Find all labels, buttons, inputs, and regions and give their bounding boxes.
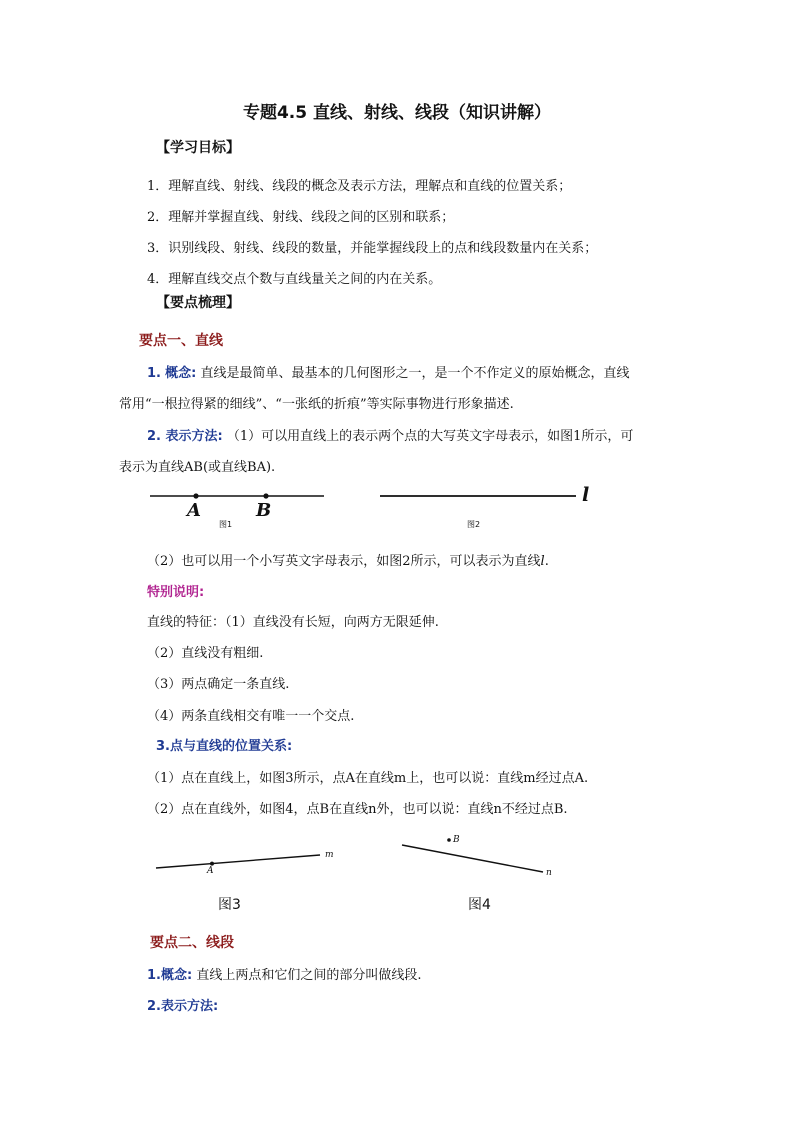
special-note-heading: 特别说明: (147, 585, 205, 600)
point-a-label: A (187, 500, 201, 521)
position-heading: 3.点与直线的位置关系: (156, 739, 293, 754)
notation-line-2 (147, 550, 549, 569)
concept-number: 1. (147, 366, 161, 381)
special-item: （2）直线没有粗细. (147, 646, 264, 661)
figure-1-caption: 图1 (219, 520, 233, 529)
line-l-label: l (582, 484, 590, 506)
notation-label: 2. 表示方法: (147, 429, 223, 444)
position-item: （1）点在直线上，如图3所示，点A在直线m上，也可以说：直线m经过点A. (147, 771, 589, 786)
concept-text-cont: 常用“一根拉得紧的细线”、“一张纸的折痕”等实际事物进行形象描述. (119, 397, 514, 412)
segment-concept-line (147, 964, 421, 983)
notation-text-2: （2）也可以用一个小写英文字母表示，如图2所示，可以表示为直线 (147, 554, 541, 569)
point-b-label: B (256, 500, 272, 521)
section-heading-segment: 要点二、线段 (150, 935, 234, 951)
notation-text: （1）可以用直线上的表示两个点的大写英文字母表示，如图1所示，可 (226, 429, 634, 444)
figure-2-caption: 图2 (467, 520, 481, 529)
objective-item: 1．理解直线、射线、线段的概念及表示方法，理解点和直线的位置关系； (147, 179, 572, 194)
objective-item: 4．理解直线交点个数与直线量关之间的内在关系。 (147, 272, 442, 287)
figure-2-line (378, 486, 578, 506)
figure-1-line (148, 486, 328, 506)
segment-concept-label: 1.概念: (147, 968, 193, 983)
figure-3-caption: 图3 (218, 897, 241, 913)
line-n-label: n (546, 868, 552, 878)
point-a-label-fig3: A (207, 866, 214, 876)
notation-text-cont: 表示为直线AB(或直线BA). (119, 460, 276, 475)
segment-concept-text: 直线上两点和它们之间的部分叫做线段. (196, 968, 422, 983)
concept-line-1 (147, 362, 629, 381)
notation-line-1 (147, 425, 633, 444)
line-l-variable: l (540, 554, 545, 569)
objectives-heading: 【学习目标】 (156, 140, 240, 156)
concept-label: 概念: (165, 366, 197, 381)
period: . (544, 554, 549, 569)
objective-item: 3．识别线段、射线、线段的数量，并能掌握线段上的点和线段数量内在关系； (147, 241, 598, 256)
figure-4-caption: 图4 (468, 897, 491, 913)
position-item: （2）点在直线外，如图4，点B在直线n外，也可以说：直线n不经过点B. (147, 802, 568, 817)
page-title: 专题4.5 直线、射线、线段（知识讲解） (242, 103, 552, 123)
special-item: （4）两条直线相交有唯一一个交点. (147, 709, 355, 724)
figure-4-line (398, 832, 558, 882)
section-heading-line: 要点一、直线 (139, 333, 223, 349)
concept-text: 直线是最简单、最基本的几何图形之一，是一个不作定义的原始概念，直线 (200, 366, 630, 381)
line-m-label: m (325, 850, 334, 860)
special-item: （3）两点确定一条直线. (147, 677, 290, 692)
segment-notation-label: 2.表示方法: (147, 999, 219, 1014)
keypoints-heading: 【要点梳理】 (156, 295, 240, 311)
figure-3-line (150, 848, 330, 878)
point-b-label-fig4: B (453, 835, 460, 845)
special-item: 直线的特征：（1）直线没有长短，向两方无限延伸. (147, 615, 439, 630)
objective-item: 2．理解并掌握直线、射线、线段之间的区别和联系； (147, 210, 455, 225)
